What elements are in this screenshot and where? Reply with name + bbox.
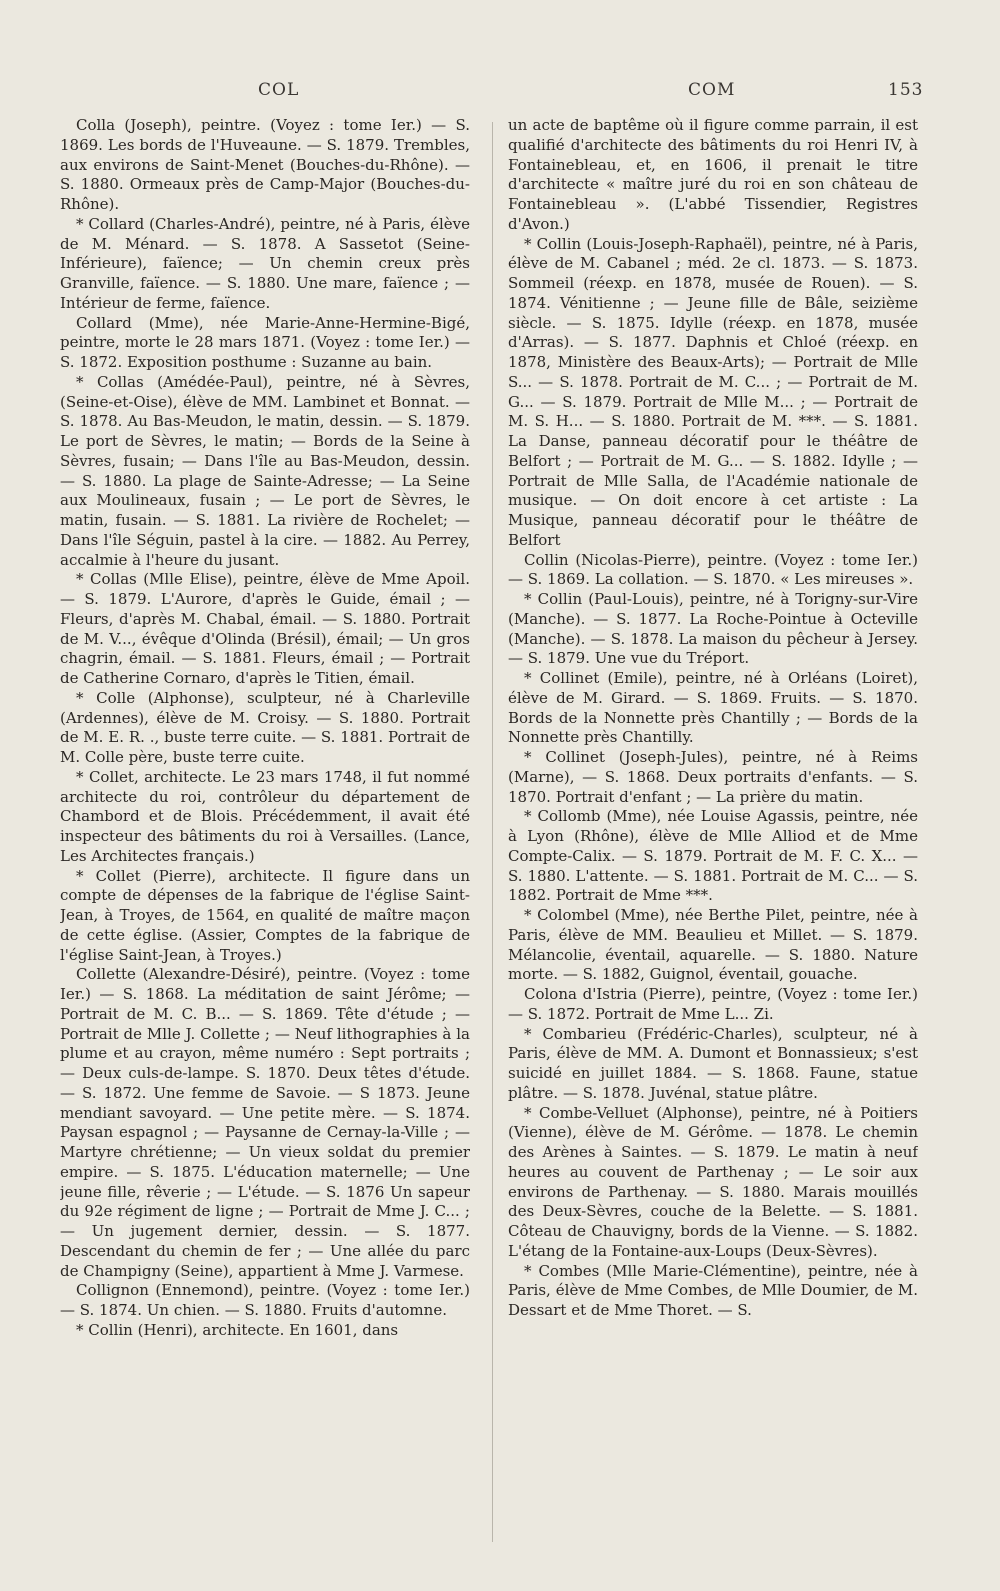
entry-collin-louis: * Collin (Louis-Joseph-Raphaël), peintre, né à Paris, élève de M. Cabanel ; méd. 2e cl. 1873. — S. 1873. Sommeil (réexp. en 1878, musée de Rouen). — S. 1874. Vénitienne ; — Jeune fille de Bâle, seizième siècle. — S. 1875. Idylle (réexp. en 1878, musée d'Arras). — S. 1877. Daphnis et Chloé (réexp. en 1878, Ministère des Beaux-Arts); — Portrait de Mlle S... — S. 1878. Portrait de M. C... ; — Portrait de M. G... — S. 1879. Portrait de Mlle M... ; — Portrait de M. S. H... — S. 1880. Portrait de M. ***. — S. 1881. La Danse, panneau décoratif pour le théâtre de Belfort ; — Portrait de M. G... — S. 1882. Idylle ; — Portrait de Mlle Salla, de l'Académie nationale de musique. — On doit encore à cet artiste : La Musique, panneau décoratif pour le théâtre de Belfort: [508, 234, 918, 549]
entry-collas-amedee: * Collas (Amédée-Paul), peintre, né à Sèvres, (Seine-et-Oise), élève de MM. Lambinet et Bonnat. — S. 1878. Au Bas-Meudon, le matin, dessin. — S. 1879. Le port de Sèvres, le matin; — Bords de la Seine à Sèvres, fusain; — Dans l'île au Bas-Meudon, dessin. — S. 1880. La plage de Sainte-Adresse; — La Seine aux Moulineaux, fusain ; — Le port de Sèvres, le matin, fusain. — S. 1881. La rivière de Rochelet; — Dans l'île Séguin, pastel à la cire. — 1882. Au Perrey, accalmie à l'heure du jusant.: [60, 372, 470, 569]
entry-colona: Colona d'Istria (Pierre), peintre, (Voyez : tome Ier.) — S. 1872. Portrait de Mme L... Zi.: [508, 985, 918, 1023]
entry-collinet-joseph: * Collinet (Joseph-Jules), peintre, né à Reims (Marne), — S. 1868. Deux portraits d'enfants. — S. 1870. Portrait d'enfant ; — La prière du matin.: [508, 748, 918, 806]
entry-collard-mme: Collard (Mme), née Marie-Anne-Hermine-Bigé, peintre, morte le 28 mars 1871. (Voyez : tome Ier.) — S. 1872. Exposition posthume : Suzanne au bain.: [60, 313, 470, 371]
entry-collignon: Collignon (Ennemond), peintre. (Voyez : tome Ier.) — S. 1874. Un chien. — S. 1880. Fruits d'automne.: [60, 1281, 470, 1319]
entry-collinet-emile: * Collinet (Emile), peintre, né à Orléans (Loiret), élève de M. Girard. — S. 1869. Fruits. — S. 1870. Bords de la Nonnette près Chantilly ; — Bords de la Nonnette près Chantilly.: [508, 669, 918, 747]
entry-colle: * Colle (Alphonse), sculpteur, né à Charleville (Ardennes), élève de M. Croisy. — S. 1880. Portrait de M. E. R. ., buste terre cuite. — S. 1881. Portrait de M. Colle père, buste terre cuite.: [60, 688, 470, 766]
entry-combes: * Combes (Mlle Marie-Clémentine), peintre, née à Paris, élève de Mme Combes, de Mlle Doumier, de M. Dessart et de Mme Thoret. — S.: [508, 1261, 918, 1319]
right-column: [508, 116, 918, 1566]
entry-combarieu: * Combarieu (Frédéric-Charles), sculpteur, né à Paris, élève de MM. A. Dumont et Bonnassieux; s'est suicidé en juillet 1884. — S. 1868. Faune, statue plâtre. — S. 1878. Juvénal, statue plâtre.: [508, 1024, 918, 1102]
entry-collette: Collette (Alexandre-Désiré), peintre. (Voyez : tome Ier.) — S. 1868. La méditation de saint Jérôme; — Portrait de M. C. B... — S. 1869. Tête d'étude ; — Portrait de Mlle J. Collette ; — Neuf lithographies à la plume et au crayon, même numéro : Sept portraits ; — Deux culs-de-lampe. S. 1870. Deux têtes d'étude. — S. 1872. Une femme de Savoie. — S 1873. Jeune mendiant savoyard. — Une petite mère. — S. 1874. Paysan espagnol ; — Paysanne de Cernay-la-Ville ; — Martyre chrétienne; — Un vieux soldat du premier empire. — S. 1875. L'éducation maternelle; — Une jeune fille, rêverie ; — L'étude. — S. 1876 Un sapeur du 92e régiment de ligne ; — Portrait de Mme J. C... ; — Un jugement dernier, dessin. — S. 1877. Descendant du chemin de fer ; — Une allée du parc de Champigny (Seine), appartient à Mme J. Varmese.: [60, 965, 470, 1280]
running-head-left: COL: [258, 80, 300, 100]
entry-collin-henri: * Collin (Henri), architecte. En 1601, dans: [76, 1320, 399, 1339]
entry-collard-charles: * Collard (Charles-André), peintre, né à Paris, élève de M. Ménard. — S. 1878. A Sassetot (Seine-Inférieure), faïence; — Un chemin creux près Granville, faïence. — S. 1880. Une mare, faïence ; — Intérieur de ferme, faïence.: [60, 214, 470, 312]
entry-collas-elise: * Collas (Mlle Elise), peintre, élève de Mme Apoil. — S. 1879. L'Aurore, d'après le Guide, émail ; — Fleurs, d'après M. Chabal, émail. — S. 1880. Portrait de M. V..., évêque d'Olinda (Brésil), émail; — Un gros chagrin, émail. — S. 1881. Fleurs, émail ; — Portrait de Catherine Cornaro, d'après le Titien, émail.: [60, 570, 470, 687]
entry-collomb: * Collomb (Mme), née Louise Agassis, peintre, née à Lyon (Rhône), élève de Mlle Alliod et de Mme Compte-Calix. — S. 1879. Portrait de M. F. C. X... — S. 1880. L'attente. — S. 1881. Portrait de M. C... — S. 1882. Portrait de Mme ***.: [508, 807, 918, 905]
entry-colla: Colla (Joseph), peintre. (Voyez : tome Ier.) — S. 1869. Les bords de l'Huveaune. — S. 1879. Trembles, aux environs de Saint-Menet (Bouches-du-Rhône). — S. 1880. Ormeaux près de Camp-Major (Bouches-du-Rhône).: [60, 116, 470, 213]
entry-collin-paul: * Collin (Paul-Louis), peintre, né à Torigny-sur-Vire (Manche). — S. 1877. La Roche-Pointue à Octeville (Manche). — S. 1878. La maison du pêcheur à Jersey. — S. 1879. Une vue du Tréport.: [508, 590, 918, 668]
left-column: [60, 116, 470, 1566]
running-head-right: COM: [688, 80, 736, 100]
column-divider: [492, 122, 493, 1542]
entry-collin-henri-cont: un acte de baptême où il figure comme parrain, il est qualifié d'architecte des bâtiments du roi Henri IV, à Fontainebleau, et, en 1606, il prenait le titre d'architecte « maître juré du roi en son château de Fontainebleau ». (L'abbé Tissendier, Registres d'Avon.): [508, 116, 918, 233]
entry-colombel: * Colombel (Mme), née Berthe Pilet, peintre, née à Paris, élève de MM. Beaulieu et Millet. — S. 1879. Mélancolie, éventail, aquarelle. — S. 1880. Nature morte. — S. 1882, Guignol, éventail, gouache.: [508, 906, 918, 984]
entry-collet: * Collet, architecte. Le 23 mars 1748, il fut nommé architecte du roi, contrôleur du département de Chambord et de Blois. Précédemment, il avait été inspecteur des bâtiments du roi à Versailles. (Lance, Les Architectes français.): [60, 767, 470, 865]
page-number: 153: [888, 80, 924, 100]
entry-collin-nicolas: Collin (Nicolas-Pierre), peintre. (Voyez : tome Ier.) — S. 1869. La collation. — S. 1870. « Les mireuses ».: [508, 550, 918, 589]
entry-combe-velluet: * Combe-Velluet (Alphonse), peintre, né à Poitiers (Vienne), élève de M. Gérôme. — 1878. Le chemin des Arènes à Saintes. — S. 1879. Le matin à neuf heures au couvent de Parthenay ; — Le soir aux environs de Parthenay. — S. 1880. Marais mouillés des Deux-Sèvres, couche de la Belette. — S. 1881. Côteau de Chauvigny, bords de la Vienne. — S. 1882. L'étang de la Fontaine-aux-Loups (Deux-Sèvres).: [508, 1103, 918, 1260]
entry-collet-pierre: * Collet (Pierre), architecte. Il figure dans un compte de dépenses de la fabrique de l'église Saint-Jean, à Troyes, de 1564, en qualité de maître maçon de cette église. (Assier, Comptes de la fabrique de l'église Saint-Jean, à Troyes.): [60, 866, 470, 964]
